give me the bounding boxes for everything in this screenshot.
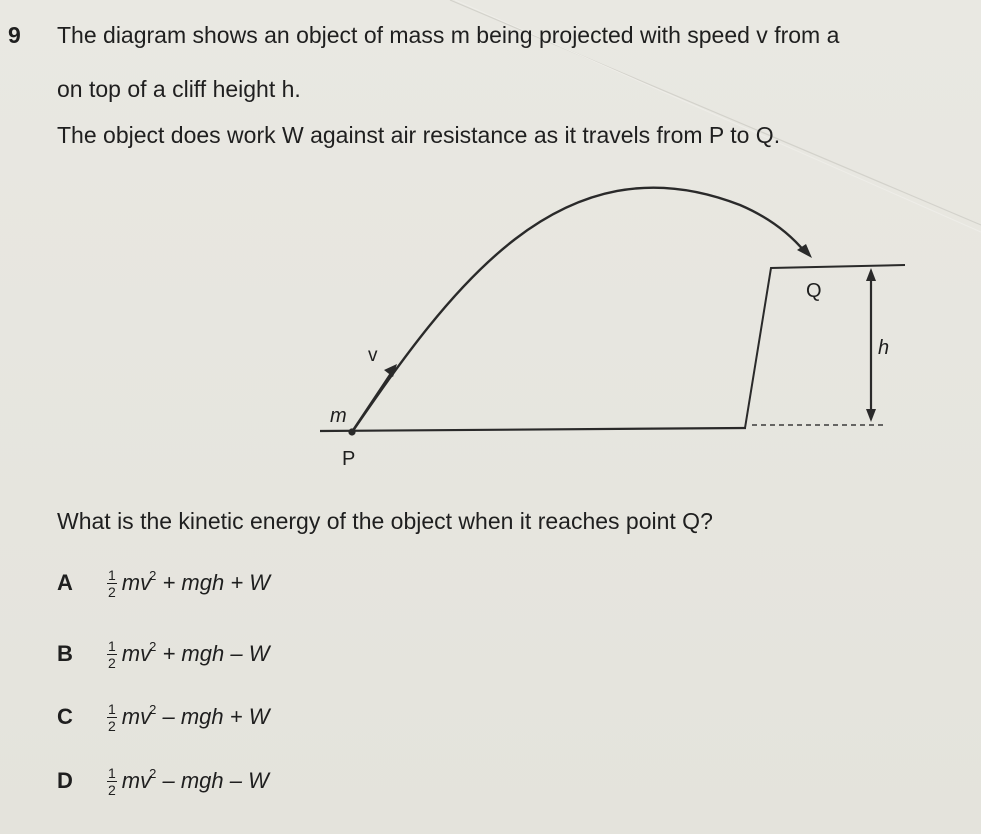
option-letter: C <box>57 704 73 729</box>
option-letter: D <box>57 768 73 793</box>
exponent: 2 <box>149 701 157 717</box>
question-number: 9 <box>8 22 21 48</box>
label-p: P <box>342 448 356 470</box>
velocity-arrow <box>352 372 392 432</box>
remaining-terms: – mgh + W <box>156 704 270 729</box>
height-arrowhead-down <box>866 409 876 422</box>
term: mv <box>121 704 152 729</box>
answer-option-d[interactable] <box>57 761 269 801</box>
answer-option-b[interactable] <box>57 634 269 674</box>
answer-option-c[interactable] <box>57 697 269 737</box>
fraction: $\frac{1}{2}$ <box>108 566 116 600</box>
option-expression <box>107 639 269 670</box>
question-prompt: What is the kinetic energy of the object when it reaches point Q? <box>57 508 713 534</box>
ground-line <box>320 428 746 431</box>
label-v: v <box>368 345 378 366</box>
fraction: $\frac{1}{2}$ <box>108 700 116 734</box>
fraction: $\frac{1}{2}$ <box>108 764 116 798</box>
question-stem-line-3: The object does work W against air resistance as it travels from P to Q. <box>57 122 781 148</box>
exponent: 2 <box>149 567 157 583</box>
exponent: 2 <box>149 765 157 781</box>
object-point-p <box>348 428 355 435</box>
label-q: Q <box>806 280 822 302</box>
label-h: h <box>878 337 890 359</box>
remaining-terms: + mgh + W <box>156 570 271 595</box>
term: mv <box>121 641 152 666</box>
remaining-terms: + mgh – W <box>156 641 270 666</box>
exponent: 2 <box>149 638 157 654</box>
term: mv <box>121 768 152 793</box>
option-expression <box>107 766 269 797</box>
trajectory-curve <box>352 188 805 432</box>
option-letter: A <box>57 570 73 595</box>
term: mv <box>121 570 152 595</box>
height-arrowhead-up <box>866 268 876 281</box>
fraction: $\frac{1}{2}$ <box>108 637 116 671</box>
option-expression <box>107 568 270 599</box>
remaining-terms: – mgh – W <box>156 768 269 793</box>
option-letter: B <box>57 641 73 666</box>
option-expression <box>107 702 269 733</box>
label-m: m <box>330 405 347 427</box>
answer-option-a[interactable] <box>57 563 270 603</box>
question-stem-line-2: on top of a cliff height h. <box>57 76 301 102</box>
question-stem-line-1: The diagram shows an object of mass m being projected with speed v from a <box>57 22 840 48</box>
